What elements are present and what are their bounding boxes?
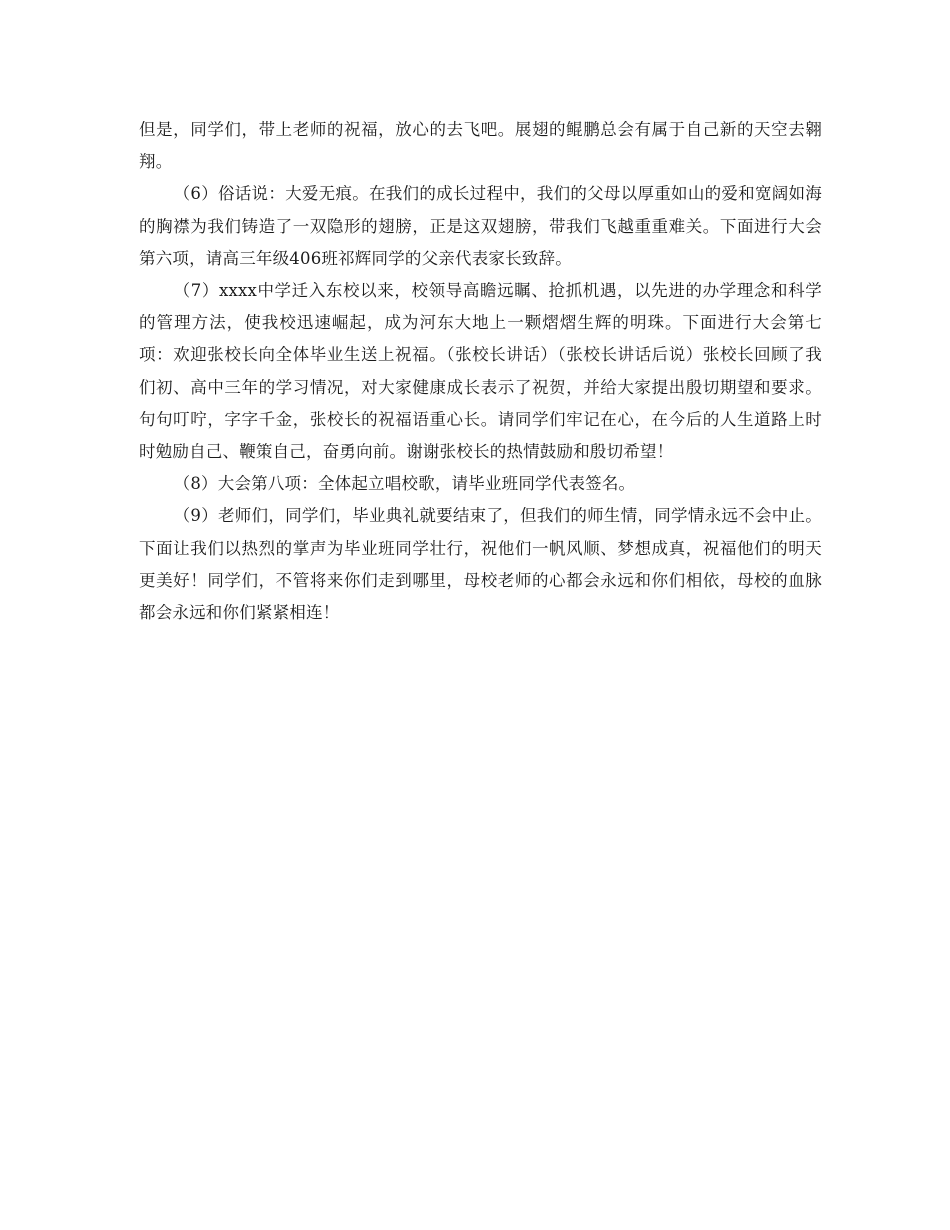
paragraph-item-8: （8）大会第八项：全体起立唱校歌，请毕业班同学代表签名。	[173, 474, 636, 494]
paragraph-item-9: （9）老师们，同学们，毕业典礼就要结束了，但我们的师生情，同学情永远不会中止。下面让我们以热烈的掌声为毕业班同学壮行，祝他们一帆风顺、梦想成真，祝福他们的明天更美好！同学们，不管将来你们走到哪里，母校老师的心都会永远和你们相依，母校的血脉都会永远和你们紧紧相连！	[139, 506, 822, 623]
document-body	[139, 114, 822, 629]
paragraph-item-6: （6）俗话说：大爱无痕。在我们的成长过程中，我们的父母以厚重如山的爱和宽阔如海的胸襟为我们铸造了一双隐形的翅膀，正是这双翅膀，带我们飞越重重难关。下面进行大会第六项，请高三年级406班祁辉同学的父亲代表家长致辞。	[139, 184, 822, 268]
paragraph-item-7: （7）xxxx中学迁入东校以来，校领导高瞻远瞩、抢抓机遇，以先进的办学理念和科学的管理方法，使我校迅速崛起，成为河东大地上一颗熠熠生辉的明珠。下面进行大会第七项：欢迎张校长向全体毕业生送上祝福。（张校长讲话）（张校长讲话后说）张校长回顾了我们初、高中三年的学习情况，对大家健康成长表示了祝贺，并给大家提出殷切期望和要求。句句叮咛，字字千金，张校长的祝福语重心长。请同学们牢记在心，在今后的人生道路上时时勉励自己、鞭策自己，奋勇向前。谢谢张校长的热情鼓励和殷切希望！	[139, 281, 822, 462]
paragraph-closing-blessing: 但是，同学们，带上老师的祝福，放心的去飞吧。展翅的鲲鹏总会有属于自己新的天空去翱翔。	[139, 120, 822, 172]
